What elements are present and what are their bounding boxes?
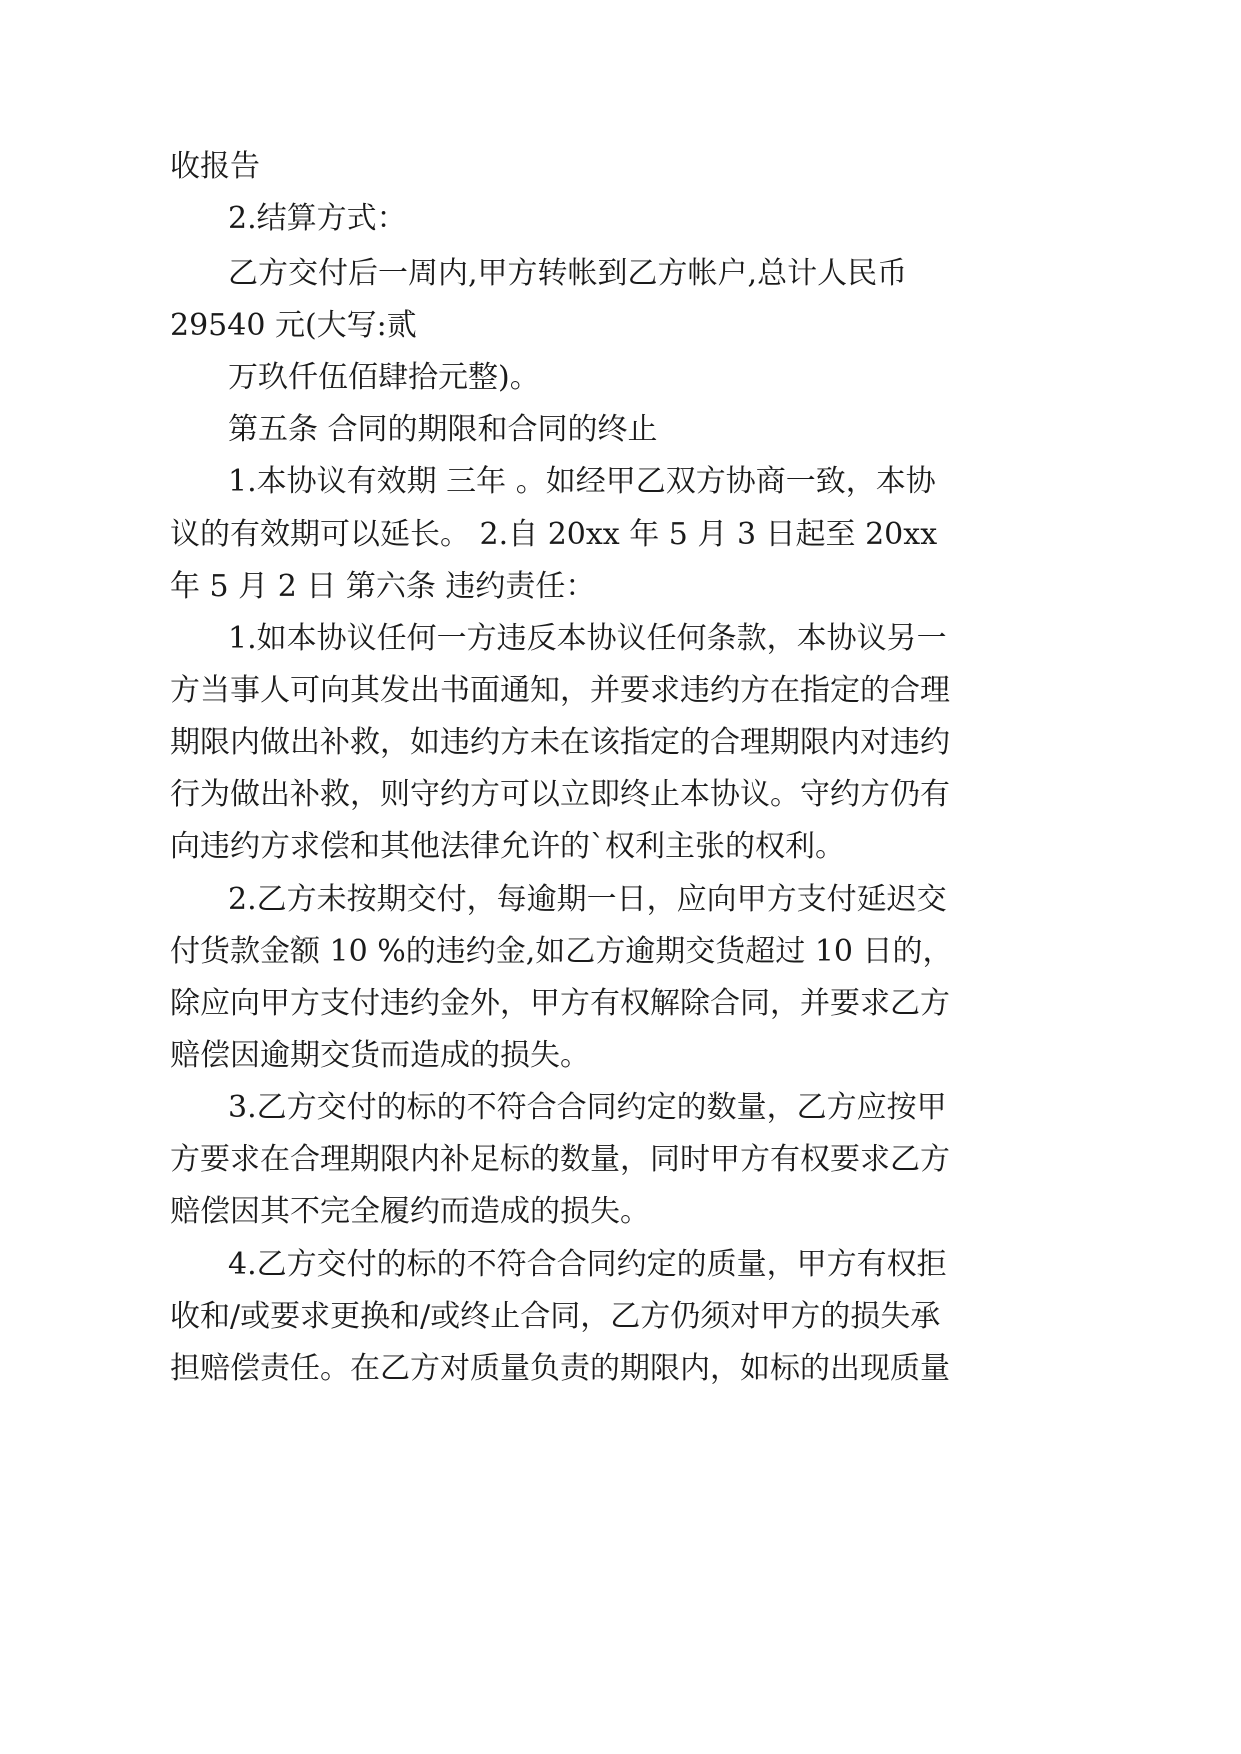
text-line: 除应向甲方支付违约金外，甲方有权解除合同，并要求乙方 xyxy=(170,986,950,1021)
text-line: 方要求在合理期限内补足标的数量，同时甲方有权要求乙方 xyxy=(170,1142,950,1177)
text-line: 2.结算方式： xyxy=(228,201,407,236)
text-line: 年 5 月 2 日 第六条 违约责任： xyxy=(170,569,596,604)
text-line: 1.本协议有效期 三年 。如经甲乙双方协商一致，本协 xyxy=(228,464,936,499)
text-line: 乙方交付后一周内,甲方转帐到乙方帐户,总计人民币 xyxy=(228,256,908,291)
text-line: 收和/或要求更换和/或终止合同，乙方仍须对甲方的损失承 xyxy=(170,1299,941,1334)
text-line: 向违约方求偿和其他法律允许的`权利主张的权利。 xyxy=(170,829,845,864)
text-line: 行为做出补救，则守约方可以立即终止本协议。守约方仍有 xyxy=(170,777,950,812)
text-line: 担赔偿责任。在乙方对质量负责的期限内，如标的出现质量 xyxy=(170,1351,950,1386)
text-line: 方当事人可向其发出书面通知，并要求违约方在指定的合理 xyxy=(170,673,950,708)
text-line: 万玖仟伍佰肆拾元整)。 xyxy=(228,360,540,395)
section-heading: 第五条 合同的期限和合同的终止 xyxy=(228,412,658,447)
text-line: 赔偿因其不完全履约而造成的损失。 xyxy=(170,1194,650,1229)
text-line: 议的有效期可以延长。 2.自 20xx 年 5 月 3 日起至 20xx xyxy=(170,517,938,552)
text-line: 2.乙方未按期交付，每逾期一日，应向甲方支付延迟交 xyxy=(228,882,947,917)
text-line: 付货款金额 10 %的违约金,如乙方逾期交货超过 10 日的， xyxy=(170,934,953,969)
text-line: 1.如本协议任何一方违反本协议任何条款，本协议另一 xyxy=(228,621,947,656)
text-line: 期限内做出补救，如违约方未在该指定的合理期限内对违约 xyxy=(170,725,950,760)
text-line: 29540 元(大写:贰 xyxy=(170,308,417,343)
text-line: 3.乙方交付的标的不符合合同约定的数量，乙方应按甲 xyxy=(228,1090,947,1125)
text-line: 4.乙方交付的标的不符合合同约定的质量，甲方有权拒 xyxy=(228,1247,947,1282)
text-line: 收报告 xyxy=(170,149,260,184)
text-line: 赔偿因逾期交货而造成的损失。 xyxy=(170,1038,590,1073)
